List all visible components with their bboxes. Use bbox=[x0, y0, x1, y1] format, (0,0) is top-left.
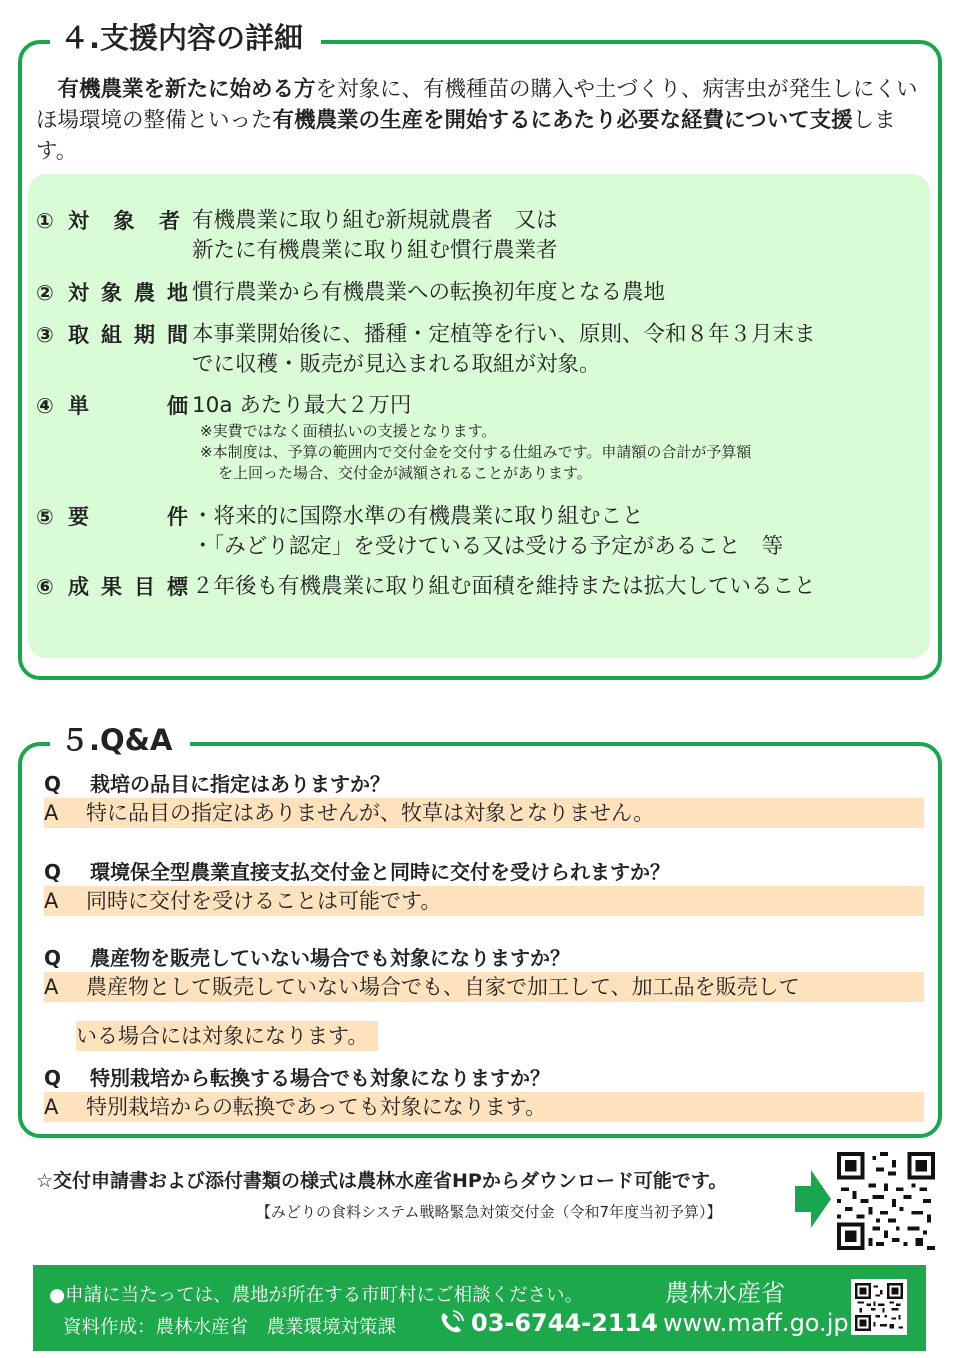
answer: A 特別栽培からの転換であっても対象になります。 bbox=[44, 1092, 924, 1122]
item-body: 慣行農業から有機農業への転換初年度となる農地 bbox=[192, 280, 666, 305]
document-author: 資料作成：農林水産省 農業環境対策課 bbox=[63, 1317, 397, 1338]
intro-bold-1: 有機農業を新たに始める方 bbox=[57, 77, 316, 102]
question: Q 環境保全型農業直接支払交付金と同時に交付を受けられますか？ bbox=[44, 860, 670, 884]
detail-row-unit-price bbox=[36, 391, 922, 484]
item-number: ③ bbox=[36, 323, 54, 347]
answer: A 特に品目の指定はありませんが、牧草は対象となりません。 bbox=[44, 798, 924, 828]
section-qa bbox=[18, 723, 942, 1138]
item-number: ⑤ bbox=[36, 505, 54, 529]
item-label: 対 象 者 bbox=[68, 209, 180, 233]
detail-row-target-farmland bbox=[36, 278, 922, 308]
ministry-name: 農林水産省 bbox=[665, 1279, 785, 1307]
item-body: 本事業開始後に、播種・定植等を行い、原則、令和８年３月末ま でに収穫・販売が見込まれる取組が対象。 bbox=[192, 322, 816, 377]
qa-item bbox=[44, 770, 924, 828]
consultation-note: ●申請に当たっては、農地が所在する市町村にご相談ください。 bbox=[49, 1285, 584, 1306]
download-note: ☆交付申請書および添付書類の様式は農林水産省HPからダウンロード可能です。 bbox=[36, 1170, 728, 1192]
detail-row-requirements bbox=[36, 502, 922, 562]
phone-number[interactable]: 03-6744-2114 bbox=[437, 1309, 658, 1337]
answer-continued: いる場合には対象になります。 bbox=[76, 1021, 378, 1051]
question: Q 栽培の品目に指定はありますか？ bbox=[44, 772, 390, 796]
ministry-url[interactable]: www.maff.go.jp bbox=[663, 1309, 849, 1337]
item-body: ２年後も有機農業に取り組む面積を維持または拡大していること bbox=[192, 574, 816, 599]
intro-bold-2: 有機農業の生産を開始するにあたり必要な経費について支援 bbox=[272, 108, 853, 133]
intro-text-2: します。 bbox=[36, 108, 896, 164]
section-support-details bbox=[18, 21, 942, 680]
intro-text-1: を対象に、有機種苗の購入や土づくり、病害虫が発生しにくいほ場環境の整備といった bbox=[36, 77, 918, 133]
qa-item bbox=[44, 1064, 924, 1122]
section-4-title: ４.支援内容の詳細 bbox=[50, 24, 321, 53]
detail-row-period bbox=[36, 320, 922, 380]
item-number: ② bbox=[36, 281, 54, 305]
item-body: 10a あたり最大２万円 ※実費ではなく面積払いの支援となります。 ※本制度は、予算の範囲内で交付金を交付する仕組みです。申請額の合計が予算額 を上回った場合、交付金が減額されることがあります。 bbox=[192, 391, 922, 484]
qa-item bbox=[44, 944, 924, 1051]
qa-item bbox=[44, 858, 924, 916]
grant-program-name: 【みどりの食料システム戦略緊急対策交付金（令和7年度当初予算）】 bbox=[256, 1203, 722, 1221]
item-label: 対 象 農 地 bbox=[68, 281, 188, 305]
item-number: ④ bbox=[36, 394, 54, 418]
item-body: ・将来的に国際水準の有機農業に取り組むこと ・「みどり認定」を受けている又は受ける予定があること 等 bbox=[192, 504, 784, 559]
footer-contact-bar bbox=[33, 1265, 926, 1351]
section-4-intro bbox=[36, 74, 932, 167]
item-number: ⑥ bbox=[36, 575, 54, 599]
qr-code-download[interactable] bbox=[836, 1152, 936, 1250]
detail-row-target-person bbox=[36, 206, 922, 266]
arrow-right-icon bbox=[795, 1170, 831, 1228]
item-body: 有機農業に取り組む新規就農者 又は 新たに有機農業に取り組む慣行農業者 bbox=[192, 208, 558, 263]
item-label: 成 果 目 標 bbox=[68, 575, 188, 599]
item-label: 単 価 bbox=[68, 394, 188, 418]
question: Q 農産物を販売していない場合でも対象になりますか？ bbox=[44, 946, 570, 970]
item-label: 取 組 期 間 bbox=[68, 323, 188, 347]
details-box bbox=[28, 174, 930, 658]
item-label: 要 件 bbox=[68, 505, 188, 529]
qr-code-ministry[interactable] bbox=[851, 1279, 907, 1335]
answer: A 同時に交付を受けることは可能です。 bbox=[44, 886, 924, 916]
detail-row-outcome-target bbox=[36, 572, 922, 602]
section-5-title: ５.Q&A bbox=[50, 726, 190, 755]
item-number: ① bbox=[36, 209, 54, 233]
question: Q 特別栽培から転換する場合でも対象になりますか？ bbox=[44, 1066, 550, 1090]
answer: A 農産物として販売していない場合でも、自家で加工して、加工品を販売して bbox=[44, 972, 924, 1002]
phone-icon bbox=[437, 1309, 465, 1337]
unit-price-notes: ※実費ではなく面積払いの支援となります。 ※本制度は、予算の範囲内で交付金を交付する仕組みです。申請額の合計が予算額 を上回った場合、交付金が減額されることがあります。 bbox=[200, 422, 752, 482]
